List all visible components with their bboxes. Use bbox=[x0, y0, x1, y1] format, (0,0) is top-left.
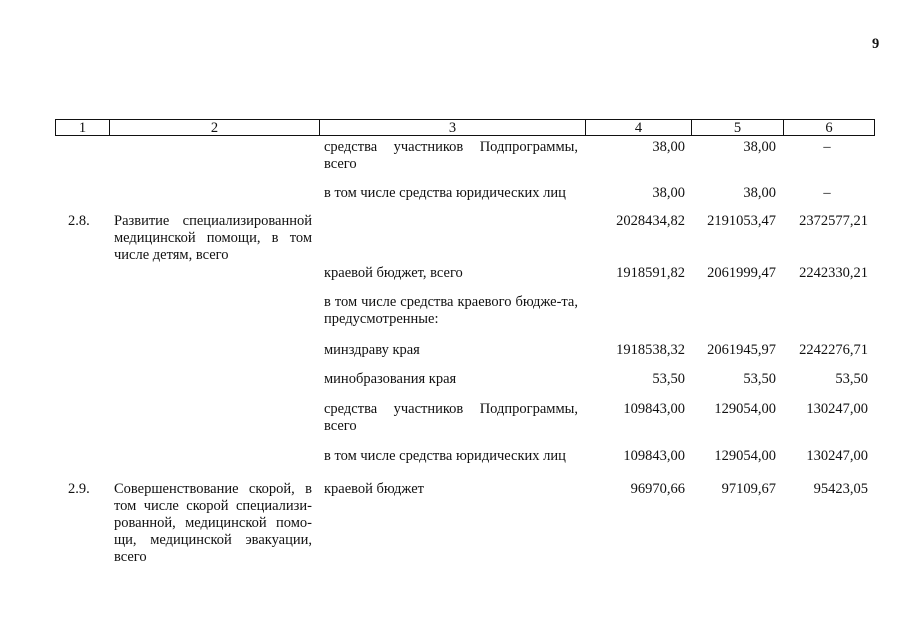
value-col-4: 53,50 bbox=[652, 371, 685, 387]
value-col-4: 109843,00 bbox=[623, 448, 685, 464]
value-col-6: – bbox=[823, 139, 831, 155]
row-number: 2.8. bbox=[68, 213, 90, 229]
row-label: краевой бюджет, всего bbox=[324, 265, 463, 281]
value-col-5: 2191053,47 bbox=[707, 213, 776, 229]
page-number: 9 bbox=[872, 36, 880, 52]
row-label: минздраву края bbox=[324, 342, 420, 358]
header-col-4: 4 bbox=[585, 119, 691, 136]
value-col-6: 130247,00 bbox=[806, 401, 868, 417]
header-col-1: 1 bbox=[55, 119, 109, 136]
row-label: средства участников Подпрограммы, всего bbox=[324, 139, 578, 172]
value-col-5: 2061945,97 bbox=[707, 342, 776, 358]
value-col-5: 2061999,47 bbox=[707, 265, 776, 281]
row-number: 2.9. bbox=[68, 481, 90, 497]
row-title: Совершенствование скорой, в том числе скорой специализи-рованной, медицинской помо-щи, медицинской эвакуации, всего bbox=[114, 481, 312, 565]
value-col-5: 129054,00 bbox=[714, 448, 776, 464]
value-col-6: 95423,05 bbox=[813, 481, 868, 497]
value-col-6: 2372577,21 bbox=[799, 213, 868, 229]
header-col-5: 5 bbox=[691, 119, 783, 136]
value-col-4: 1918538,32 bbox=[616, 342, 685, 358]
value-col-4: 2028434,82 bbox=[616, 213, 685, 229]
value-col-5: 97109,67 bbox=[721, 481, 776, 497]
row-label: в том числе средства юридических лиц bbox=[324, 448, 566, 464]
value-col-4: 38,00 bbox=[652, 185, 685, 201]
header-col-6: 6 bbox=[783, 119, 875, 136]
row-label: в том числе средства юридических лиц bbox=[324, 185, 566, 201]
value-col-6: 2242330,21 bbox=[799, 265, 868, 281]
value-col-4: 38,00 bbox=[652, 139, 685, 155]
value-col-6: 53,50 bbox=[835, 371, 868, 387]
value-col-4: 1918591,82 bbox=[616, 265, 685, 281]
row-title: Развитие специализированной медицинской помощи, в том числе детям, всего bbox=[114, 213, 312, 263]
value-col-5: 129054,00 bbox=[714, 401, 776, 417]
value-col-4: 109843,00 bbox=[623, 401, 685, 417]
row-label: минобразования края bbox=[324, 371, 457, 387]
value-col-6: 2242276,71 bbox=[799, 342, 868, 358]
row-label: средства участников Подпрограммы, всего bbox=[324, 401, 578, 434]
header-col-3: 3 bbox=[319, 119, 585, 136]
value-col-6: 130247,00 bbox=[806, 448, 868, 464]
value-col-5: 38,00 bbox=[743, 139, 776, 155]
header-col-2: 2 bbox=[109, 119, 319, 136]
row-label: в том числе средства краевого бюдже-та, предусмотренные: bbox=[324, 294, 578, 327]
value-col-6: – bbox=[823, 185, 831, 201]
value-col-4: 96970,66 bbox=[630, 481, 685, 497]
value-col-5: 38,00 bbox=[743, 185, 776, 201]
value-col-5: 53,50 bbox=[743, 371, 776, 387]
row-label: краевой бюджет bbox=[324, 481, 424, 497]
